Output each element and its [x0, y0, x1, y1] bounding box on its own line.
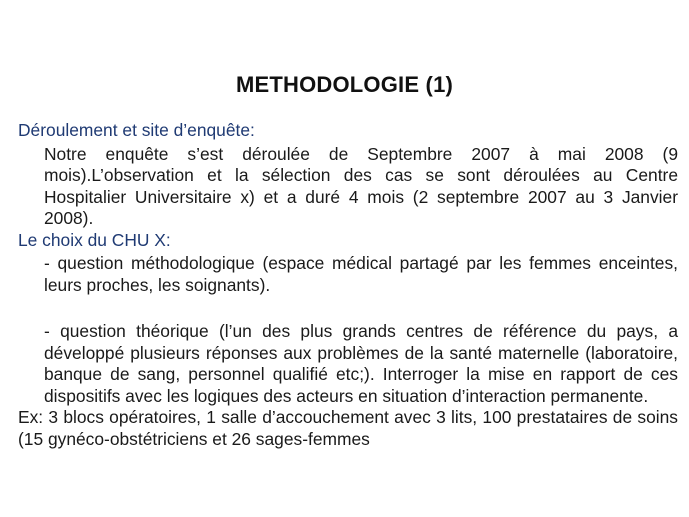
choix-point-theorique: - question théorique (l’un des plus grands centres de référence du pays, a développé plusieurs réponses aux problèmes de la santé maternelle (laboratoire, banque de sang, personnel qualifié etc;). Interroger la mise en rapport de ces dispositifs avec les logiques des acteurs en situation d’interaction permanente.	[44, 321, 678, 406]
section-heading-deroulement: Déroulement et site d’enquête:	[18, 120, 255, 140]
spacer	[18, 296, 678, 317]
section-heading-choix: Le choix du CHU X:	[18, 229, 171, 250]
example-text: Ex: 3 blocs opératoires, 1 salle d’accouchement avec 3 lits, 100 prestataires de soins (15 gynéco-obstétriciens et 26 sages-femmes	[18, 407, 678, 449]
slide-title: METHODOLOGIE (1)	[235, 72, 454, 97]
choix-point-methodologique: - question méthodologique (espace médical partagé par les femmes enceintes, leurs proches, les soignants).	[44, 253, 678, 295]
section-text-deroulement: Notre enquête s’est déroulée de Septembre 2007 à mai 2008 (9 mois).L’observation et la sélection des cas se sont déroulées au Centre Hospitalier Universitaire x) et a duré 4 mois (2 septembre 2007 au 3 Janvier 2008).	[44, 143, 678, 228]
slide-body	[18, 120, 678, 450]
